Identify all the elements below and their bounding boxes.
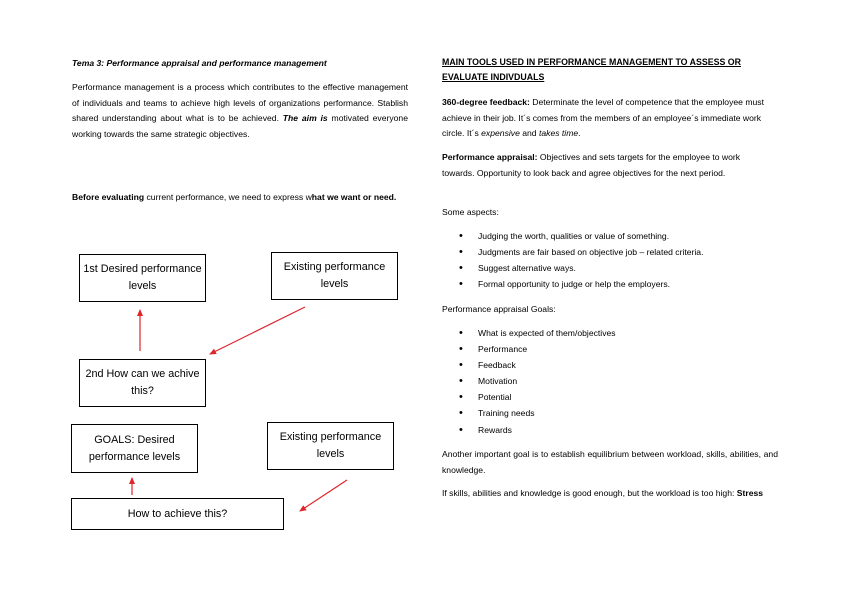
how-to-achieve-box: How to achieve this?	[71, 498, 284, 530]
list-item: • Performance	[442, 341, 616, 357]
list-item: • What is expected of them/objectives	[442, 325, 616, 341]
second-how-box: 2nd How can we achive this?	[79, 359, 206, 407]
before-evaluating-paragraph: Before evaluating current performance, we need to express what we want or need.	[72, 192, 397, 202]
first-desired-box: 1st Desired performance levels	[79, 254, 206, 302]
list-item: • Judgments are fair based on objective job – related criteria.	[442, 244, 703, 260]
arrow-existing2-to-how	[300, 480, 347, 511]
some-aspects-label: Some aspects:	[442, 207, 499, 217]
list-item: • Suggest alternative ways.	[442, 260, 703, 276]
list-item: • Feedback	[442, 357, 616, 373]
stress-paragraph: If skills, abilities and knowledge is good enough, but the workload is too high: Stress	[442, 488, 764, 498]
goals-desired-box: GOALS: Desired performance levels	[71, 424, 198, 473]
aim-emphasis: The aim is	[282, 113, 328, 124]
existing-levels-box-1: Existing performance levels	[271, 252, 398, 300]
equilibrium-paragraph: Another important goal is to establish equilibrium between workload, skills, abilities, and knowledge.	[442, 449, 778, 475]
list-item: • Judging the worth, qualities or value of something.	[442, 228, 703, 244]
list-item: • Potential	[442, 389, 616, 405]
performance-appraisal-paragraph: Performance appraisal: Objectives and sets targets for the employee to work towards. Opportunity to look back and agree objectives for the next period.	[442, 152, 741, 178]
appraisal-goals-label: Performance appraisal Goals:	[442, 304, 556, 314]
list-item: • Training needs	[442, 405, 616, 421]
list-item: • Motivation	[442, 373, 616, 389]
aspects-list	[442, 228, 703, 292]
feedback-360-paragraph: 360-degree feedback: Determinate the level of competence that the employee must achieve in their job. It´s comes from the members of an employee´s immediate work circle. It´s expensive and takes time.	[442, 97, 764, 139]
tools-heading: MAIN TOOLS USED IN PERFORMANCE MANAGEMENT TO ASSESS OR EVALUATE INDIVDUALS	[442, 57, 741, 82]
existing-levels-box-2: Existing performance levels	[267, 422, 394, 470]
list-item: • Rewards	[442, 422, 616, 438]
intro-paragraph: Performance management is a process which contributes to the effective management of individuals and teams to achieve high levels of organizations performance. Stablish shared understanding about what is to be achieved. The aim is motivated everyone working towards the same strategic objectives.	[72, 82, 408, 139]
list-item: • Formal opportunity to judge or help the employers.	[442, 276, 703, 292]
goals-list	[442, 325, 616, 438]
arrow-existing1-to-second	[210, 307, 305, 354]
page-title: Tema 3: Performance appraisal and performance management	[72, 58, 327, 68]
